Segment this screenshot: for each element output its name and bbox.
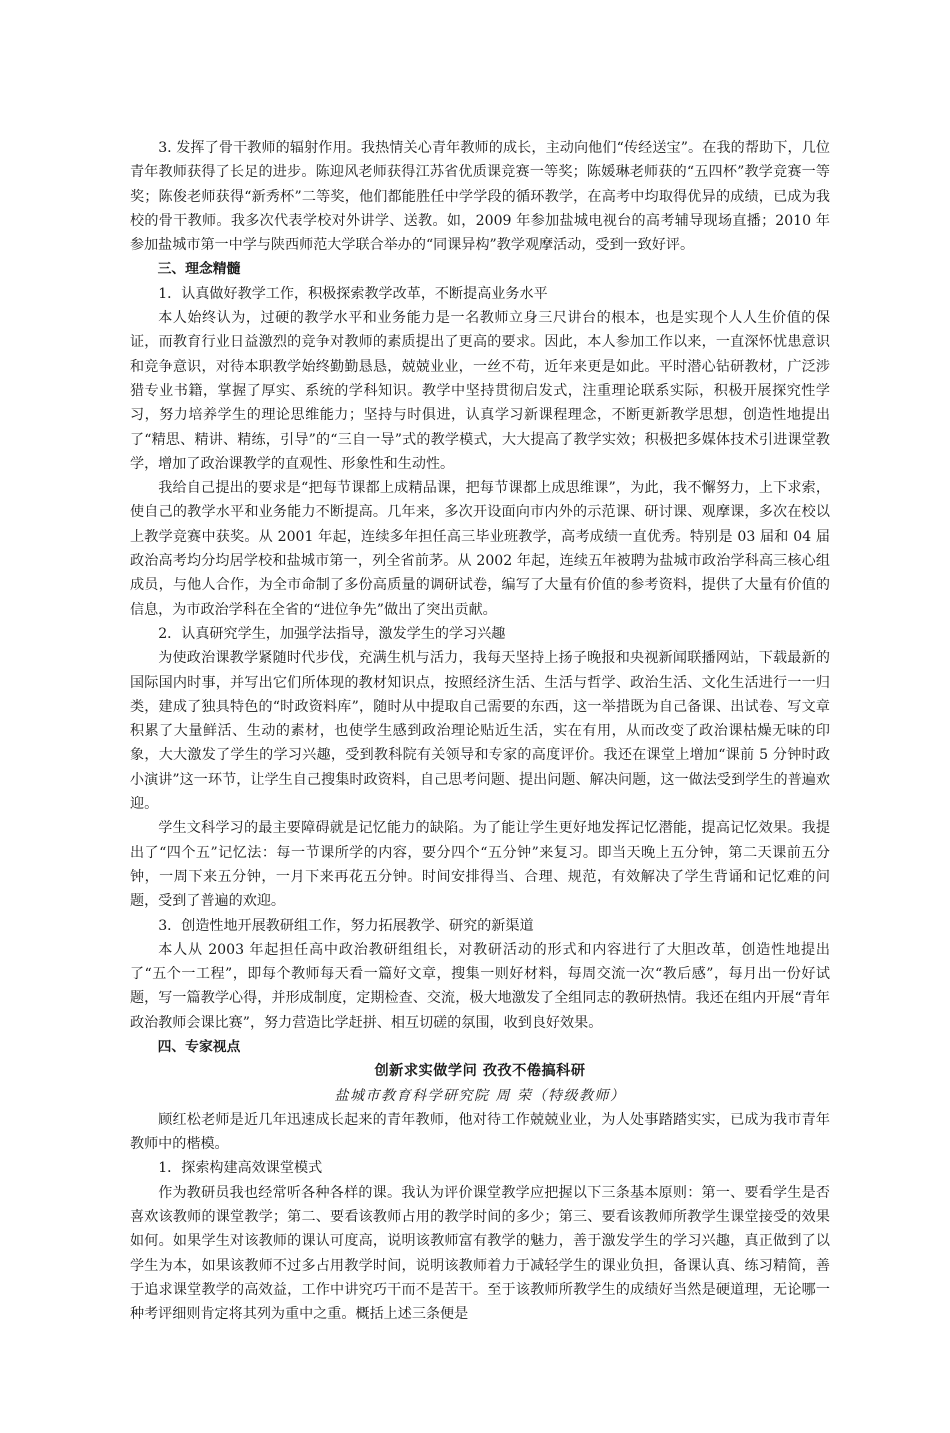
- paragraph-evaluation-principles: 作为教研员我也经常听各种各样的课。我认为评价课堂教学应把握以下三条基本原则：第一、要看学生是否喜欢该教师的课堂教学；第二、要看该教师占用的教学时间的多少；第三、要看该教师所教学生课堂接受的效果如何。如果学生对该教师的课认可度高，说明该教师富有教学的魅力，善于激发学生的学习兴趣，真正做到了以学生为本，如果该教师不过多占用教学时间，说明该教师着力于减轻学生的课业负担，备课认真、练习精简，善于追求课堂教学的高效益，工作中讲究巧干而不是苦干。至于该教师所教学生的成绩好当然是硬道理，无论哪一种考评细则肯定将其列为重中之重。概括上述三条便是: [130, 1184, 830, 1323]
- paragraph-current-affairs: 为使政治课教学紧随时代步伐，充满生机与活力，我每天坚持上扬子晚报和央视新闻联播网站，下载最新的国际国内时事，并写出它们所体现的教材知识点，按照经济生活、生活与哲学、政治生活、文化生活进行一一归类，建成了独具特色的“时政资料库”，随时从中提取自己需要的东西，这一举措既为自己备课、出试卷、写文章积累了大量鲜活、生动的素材，也使学生感到政治理论贴近生活，实在有用，从而改变了政治课枯燥无味的印象，大大激发了学生的学习兴趣，受到教科院有关领导和专家的高度评价。我还在课堂上增加“课前 5 分钟时政小演讲”这一环节，让学生自己搜集时政资料，自己思考问题、提出问题、解决问题，这一做法受到学生的普遍欢迎。: [130, 650, 830, 813]
- paragraph-memory-method: 学生文科学习的最主要障碍就是记忆能力的缺陷。为了能让学生更好地发挥记忆潜能，提高记忆效果。我提出了“四个五”记忆法：每一节课所学的内容，要分四个“五分钟”来复习。即当天晚上五分钟，第二天课前五分钟，一周下来五分钟，一月下来再花五分钟。时间安排得当、合理、规范，有效解决了学生背诵和记忆难的问题，受到了普遍的欢迎。: [130, 820, 830, 910]
- subheading-study-students: 2．认真研究学生，加强学法指导，激发学生的学习兴趣: [158, 625, 506, 642]
- document-body: [130, 136, 830, 1327]
- subheading-research-group: 3．创造性地开展教研组工作，努力拓展教学、研究的新渠道: [158, 917, 534, 934]
- section-heading-philosophy: 三、理念精髓: [157, 261, 241, 278]
- paragraph-teaching-belief: 本人始终认为，过硬的教学水平和业务能力是一名教师立身三尺讲台的根本，也是实现个人人生价值的保证，而教育行业日益激烈的竞争对教师的素质提出了更高的要求。因此，本人参加工作以来，一直深怀忧患意识和竞争意识，对待本职教学始终勤勤恳恳，兢兢业业，一丝不苟，近年来更是如此。平时潜心钻研教材，广泛涉猎专业书籍，掌握了厚实、系统的学科知识。教学中坚持贯彻启发式，注重理论联系实际，积极开展探究性学习，努力培养学生的理论思维能力；坚持与时俱进，认真学习新课程理念，不断更新教学思想，创造性地提出了“精思、精讲、精练，引导”的“三自一导”式的教学模式，大大提高了教学实效；积极把多媒体技术引进课堂教学，增加了政治课教学的直观性、形象性和生动性。: [130, 310, 830, 472]
- subheading-efficient-classroom: 1．探索构建高效课堂模式: [158, 1160, 323, 1177]
- paragraph-mentoring: 3. 发挥了骨干教师的辐射作用。我热情关心青年教师的成长，主动向他们“传经送宝”。在我的帮助下，几位青年教师获得了长足的进步。陈迎风老师获得江苏省优质课竞赛一等奖；陈媛琳老师获的“五四杯”教学竞赛一等奖；陈俊老师获得“新秀杯”二等奖，他们都能胜任中学学段的循环教学，在高考中均取得优异的成绩，已成为我校的骨干教师。我多次代表学校对外讲学、送教。如，2009 年参加盐城电视台的高考辅导现场直播；2010 年参加盐城市第一中学与陕西师范大学联合举办的“同课异构”教学观摩活动，受到一致好评。: [130, 140, 830, 254]
- paragraph-five-one-project: 本人从 2003 年起担任高中政治教研组组长，对教研活动的形式和内容进行了大胆改革，创造性地提出了“五个一工程”，即每个教师每天看一篇好文章，搜集一则好材料，每周交流一次“教后感”，每月出一份好试题，写一篇教学心得，并形成制度，定期检查、交流，极大地激发了全组同志的教研热情。我还在组内开展“青年政治教师会课比赛”，努力营造比学赶拼、相互切磋的氛围，收到良好效果。: [130, 941, 830, 1031]
- paragraph-expert-intro: 顾红松老师是近几年迅速成长起来的青年教师，他对待工作兢兢业业，为人处事踏踏实实，已成为我市青年教师中的楷模。: [130, 1111, 830, 1153]
- subheading-teaching-work: 1．认真做好教学工作，积极探索教学改革，不断提高业务水平: [158, 285, 548, 302]
- section-heading-expert-view: 四、专家视点: [157, 1038, 241, 1055]
- article-title: 创新求实做学问 孜孜不倦搞科研: [374, 1063, 586, 1080]
- article-byline: 盐城市教育科学研究院 周 荣（特级教师）: [334, 1087, 626, 1104]
- paragraph-self-requirement: 我给自己提出的要求是“把每节课都上成精品课，把每节课都上成思维课”，为此，我不懈努力，上下求索，使自己的教学水平和业务能力不断提高。几年来，多次开设面向市内外的示范课、研讨课、观摩课，多次在校以上教学竞赛中获奖。从 2001 年起，连续多年担任高三毕业班教学，高考成绩一直优秀。特别是 03 届和 04 届政治高考均分均居学校和盐城市第一，列全省前茅。从 2002 年起，连续五年被聘为盐城市政治学科高三核心组成员，与他人合作，为全市命制了多份高质量的调研试卷，编写了大量有价值的参考资料，提供了大量有价值的信息，为市政治学科在全省的“进位争先”做出了突出贡献。: [130, 480, 830, 618]
